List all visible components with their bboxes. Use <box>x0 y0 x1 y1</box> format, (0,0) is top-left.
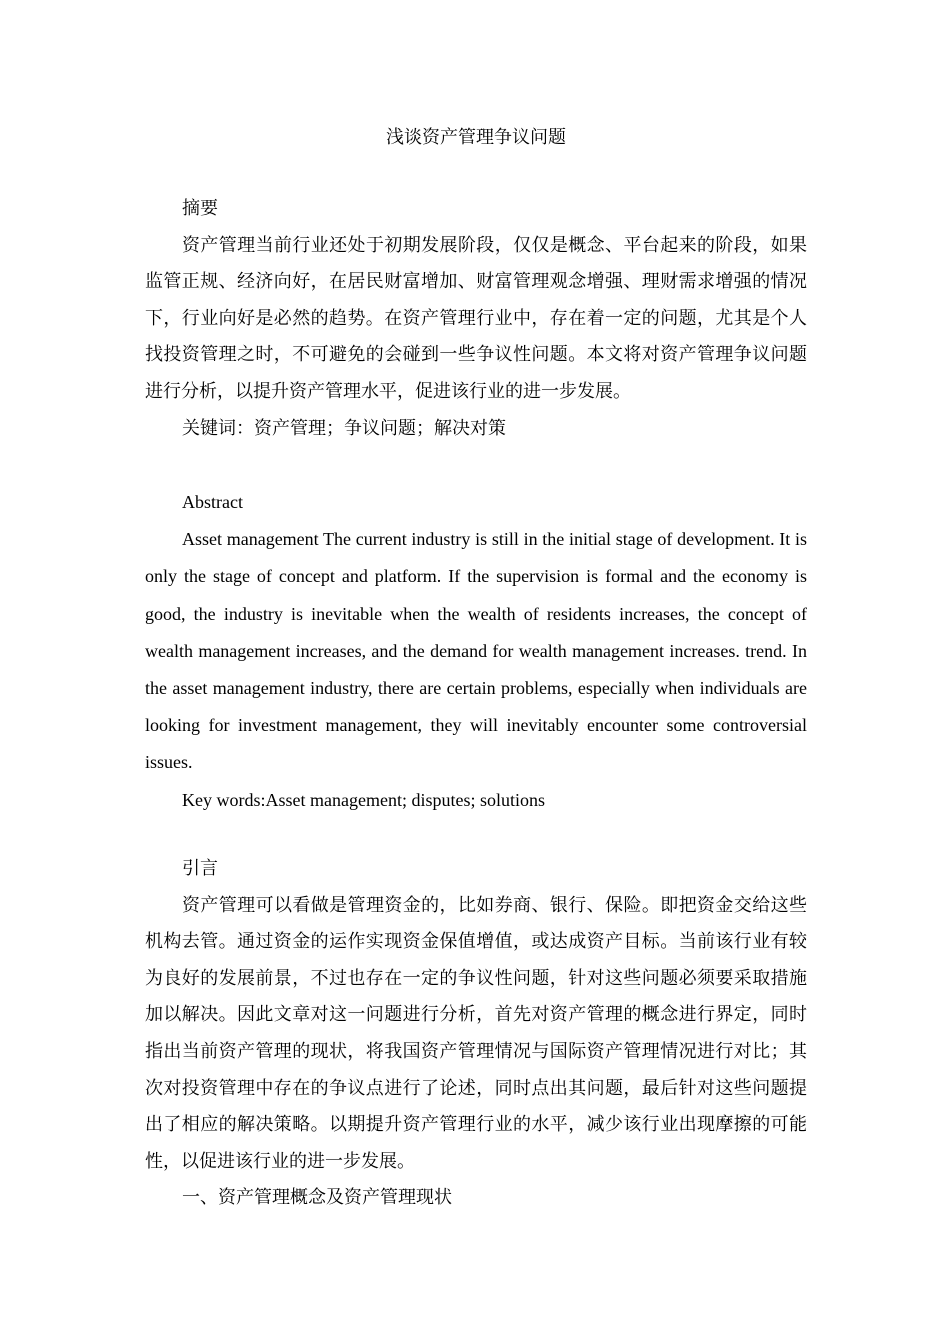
english-keywords: Key words:Asset management; disputes; solutions <box>182 789 545 810</box>
introduction-section <box>145 851 807 1217</box>
chinese-keywords: 关键词：资产管理；争议问题；解决对策 <box>182 417 506 439</box>
introduction-body: 资产管理可以看做是管理资金的，比如券商、银行、保险。即把资金交给这些机构去管。通过资金的运作实现资金保值增值，或达成资产目标。当前该行业有较为良好的发展前景，不过也存在一定的争议性问题，针对这些问题必须要采取措施加以解决。因此文章对这一问题进行分析，首先对资产管理的概念进行界定，同时指出当前资产管理的现状，将我国资产管理情况与国际资产管理情况进行对比；其次对投资管理中存在的争议点进行了论述，同时点出其问题，最后针对这些问题提出了相应的解决策略。以期提升资产管理行业的水平，减少该行业出现摩擦的可能性，以促进该行业的进一步发展。 <box>145 894 807 1172</box>
chinese-abstract-body: 资产管理当前行业还处于初期发展阶段，仅仅是概念、平台起来的阶段，如果监管正规、经济向好，在居民财富增加、财富管理观念增强、理财需求增强的情况下，行业向好是必然的趋势。在资产管理行业中，存在着一定的问题，尤其是个人找投资管理之时，不可避免的会碰到一些争议性问题。本文将对资产管理争议问题进行分析，以提升资产管理水平，促进该行业的进一步发展。 <box>145 234 807 402</box>
introduction-heading: 引言 <box>182 858 218 879</box>
english-abstract-body: Asset management The current industry is still in the initial stage of development. It is only the stage of concept and platform. If the supervision is formal and the economy is good, the industry is inevitable when the wealth of residents increases, the concept of wealth management increases, and the demand for wealth management increases. trend. In the asset management industry, there are certain problems, especially when individuals are looking for investment management, they will inevitably encounter some controversial issues. <box>145 529 807 773</box>
english-abstract-section <box>145 484 807 819</box>
section1-heading: 一、资产管理概念及资产管理现状 <box>182 1187 452 1209</box>
document-title: 浅谈资产管理争议问题 <box>386 127 566 148</box>
chinese-abstract-heading: 摘要 <box>182 198 218 219</box>
english-abstract-heading: Abstract <box>182 492 243 512</box>
chinese-abstract-section <box>145 191 807 447</box>
